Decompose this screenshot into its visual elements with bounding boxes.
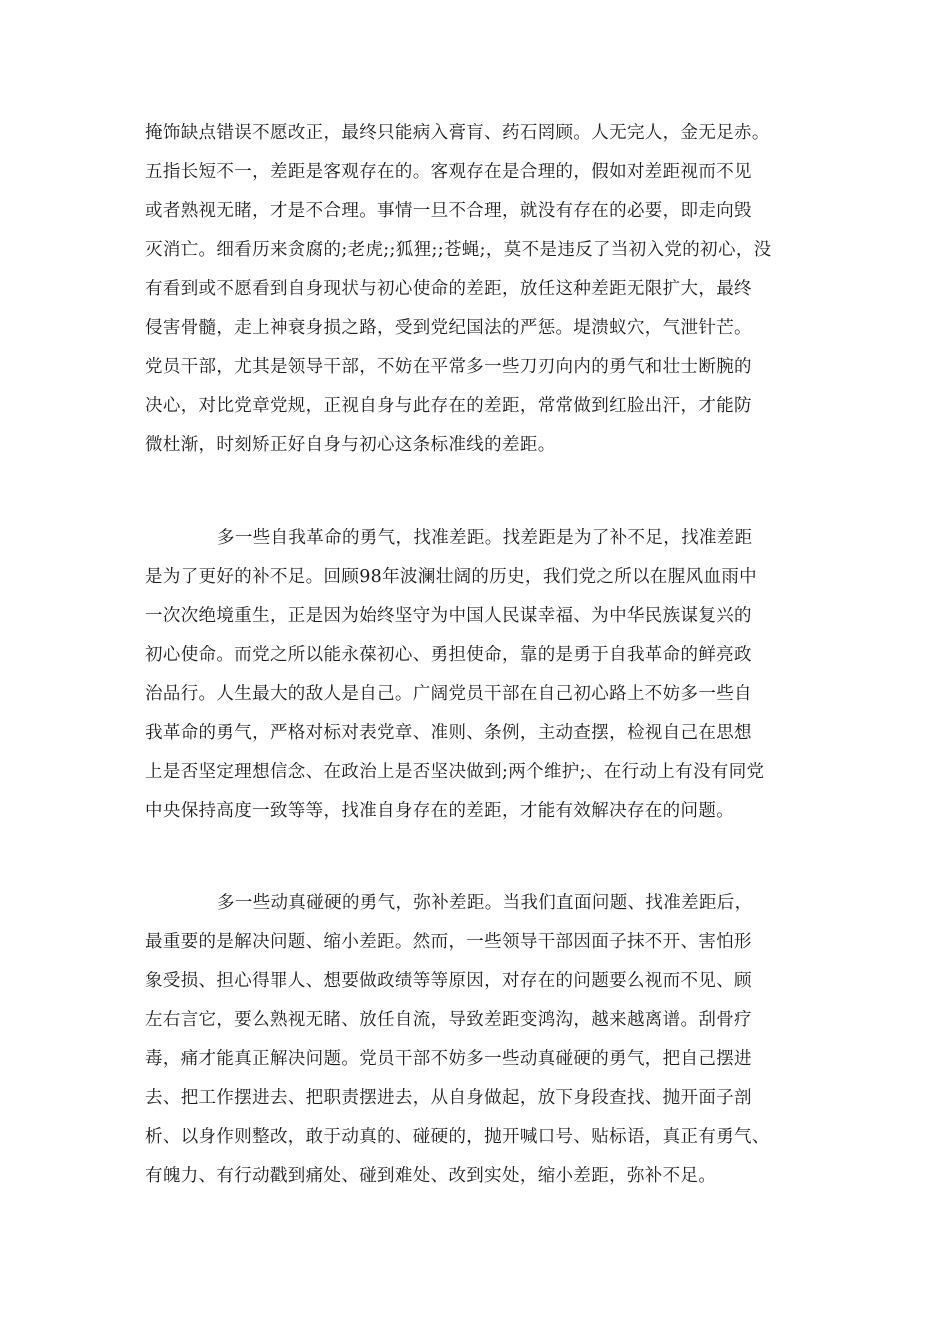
text-line: 去、把工作摆进去、把职责摆进去，从自身做起，放下身段查找、抛开面子剖 xyxy=(145,1088,752,1108)
text-line: 中央保持高度一致等等，找准自身存在的差距，才能有效解决存在的问题。 xyxy=(145,801,735,821)
paragraph-self-revolution xyxy=(145,519,825,831)
text-line-first: 多一些自我革命的勇气，找准差距。找差距是为了补不足，找准差距 xyxy=(217,528,753,548)
text-line: 最重要的是解决问题、缩小差距。然而，一些领导干部因面子抹不开、害怕形 xyxy=(145,932,752,952)
text-line: 掩饰缺点错误不愿改正，最终只能病入膏肓、药石罔顾。人无完人，金无足赤。 xyxy=(145,123,770,143)
text-line: 侵害骨髓，走上神衰身损之路，受到党纪国法的严惩。堤溃蚁穴，气泄针芒。 xyxy=(145,318,752,338)
text-line: 或者熟视无睹，才是不合理。事情一旦不合理，就没有存在的必要，即走向毁 xyxy=(145,201,752,221)
text-line: 灭消亡。细看历来贪腐的;老虎;;狐狸;;苍蝇;，莫不是违反了当初入党的初心，没 xyxy=(145,240,772,260)
text-line: 象受损、担心得罪人、想要做政绩等等原因，对存在的问题要么视而不见、顾 xyxy=(145,971,752,991)
text-line: 初心使命。而党之所以能永葆初心、勇担使命，靠的是勇于自我革命的鲜亮政 xyxy=(145,645,752,665)
text-line: 有看到或不愿看到自身现状与初心使命的差距，放任这种差距无限扩大，最终 xyxy=(145,279,752,299)
text-line: 一次次绝境重生，正是因为始终坚守为中国人民谋幸福、为中华民族谋复兴的 xyxy=(145,606,752,626)
text-line: 有魄力、有行动戳到痛处、碰到难处、改到实处，缩小差距，弥补不足。 xyxy=(145,1166,717,1186)
text-line: 我革命的勇气，严格对标对表党章、准则、条例，主动查摆，检视自己在思想 xyxy=(145,723,752,743)
text-line: 上是否坚定理想信念、在政治上是否坚决做到;两个维护;、在行动上有没有同党 xyxy=(145,762,765,782)
text-line: 决心，对比党章党规，正视自身与此存在的差距，常常做到红脸出汗，才能防 xyxy=(145,396,752,416)
text-line: 毒，痛才能真正解决问题。党员干部不妨多一些动真碰硬的勇气，把自己摆进 xyxy=(145,1049,752,1069)
text-line-first: 多一些动真碰硬的勇气，弥补差距。当我们直面问题、找准差距后， xyxy=(217,893,753,913)
text-line: 五指长短不一，差距是客观存在的。客观存在是合理的，假如对差距视而不见 xyxy=(145,162,752,182)
text-line: 微杜渐，时刻矫正好自身与初心这条标准线的差距。 xyxy=(145,435,556,455)
text-line: 党员干部，尤其是领导干部，不妨在平常多一些刀刃向内的勇气和壮士断腕的 xyxy=(145,357,752,377)
text-line: 是为了更好的补不足。回顾98年波澜壮阔的历史，我们党之所以在腥风血雨中 xyxy=(145,567,758,587)
paragraph-continuation xyxy=(145,114,825,465)
paragraph-close-gap xyxy=(145,884,825,1196)
text-line: 析、以身作则整改，敢于动真的、碰硬的，抛开喊口号、贴标语，真正有勇气、 xyxy=(145,1127,770,1147)
text-line: 治品行。人生最大的敌人是自己。广阔党员干部在自己初心路上不妨多一些自 xyxy=(145,684,752,704)
text-line: 左右言它，要么熟视无睹、放任自流，导致差距变鸿沟，越来越离谱。刮骨疗 xyxy=(145,1010,752,1030)
